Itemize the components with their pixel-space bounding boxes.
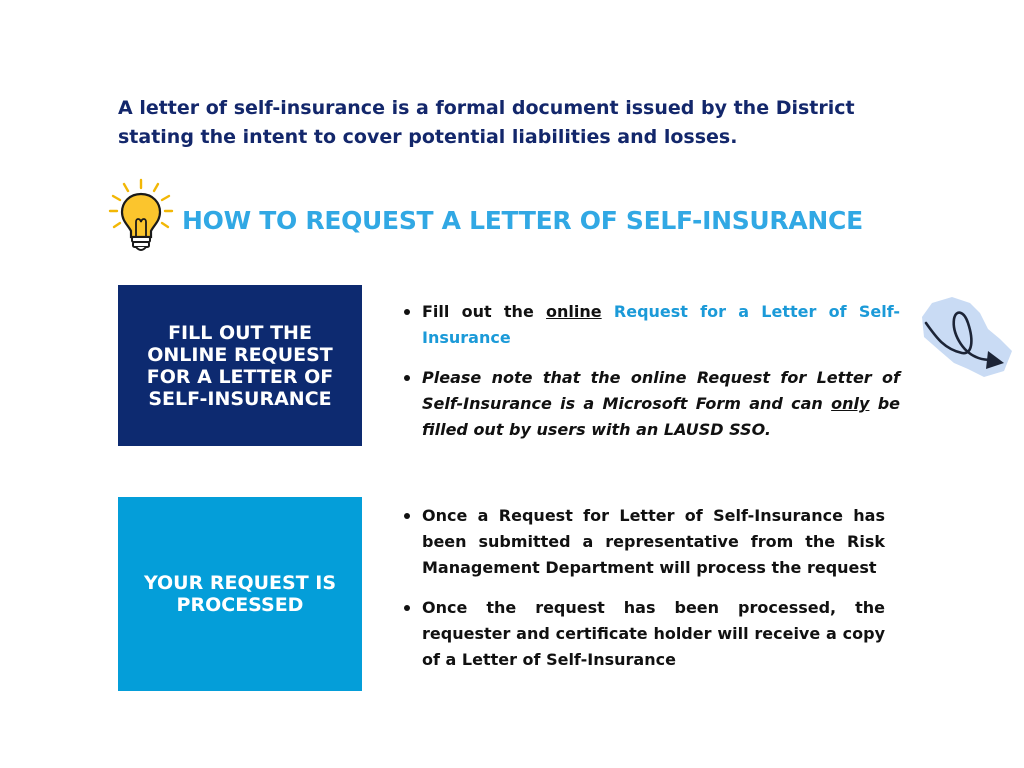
step-label: FILL OUT THE ONLINE REQUEST FOR A LETTER OF SELF-INSURANCE bbox=[146, 321, 334, 410]
request-form-link[interactable]: Request for a Letter of Self-Insurance bbox=[422, 302, 901, 347]
bullet-text: be filled out by users with an LAUSD SSO. bbox=[422, 394, 900, 439]
list-item bbox=[400, 299, 900, 351]
step-request-processed-box bbox=[118, 497, 362, 691]
step-label: YOUR REQUEST IS PROCESSED bbox=[143, 572, 337, 616]
list-item: Once the request has been processed, the requester and certificate holder will receive a copy of a Letter of Self-Insurance bbox=[400, 595, 885, 673]
lightbulb-icon bbox=[106, 178, 176, 258]
bullet-text: Please note that the online Request for Letter of Self-Insurance is a Microsoft Form and can bbox=[422, 368, 900, 413]
list-item: Once a Request for Letter of Self-Insurance has been submitted a representative from the Risk Management Department will process the request bbox=[400, 503, 885, 581]
only-emphasis: only bbox=[831, 394, 870, 413]
intro-text: A letter of self-insurance is a formal document issued by the District stating the intent to cover potential liabilities and losses. bbox=[118, 97, 855, 148]
online-emphasis: online bbox=[546, 302, 602, 321]
arrow-doodle-icon bbox=[918, 293, 1014, 381]
list-item bbox=[400, 365, 900, 443]
step-1-bullets bbox=[400, 299, 900, 457]
step-fill-out-request-box bbox=[118, 285, 362, 446]
bullet-text: Fill out the bbox=[422, 302, 547, 321]
step-2-bullets bbox=[400, 503, 885, 687]
bullet-space bbox=[602, 302, 614, 321]
section-title: HOW TO REQUEST A LETTER OF SELF-INSURANCE bbox=[182, 206, 863, 235]
